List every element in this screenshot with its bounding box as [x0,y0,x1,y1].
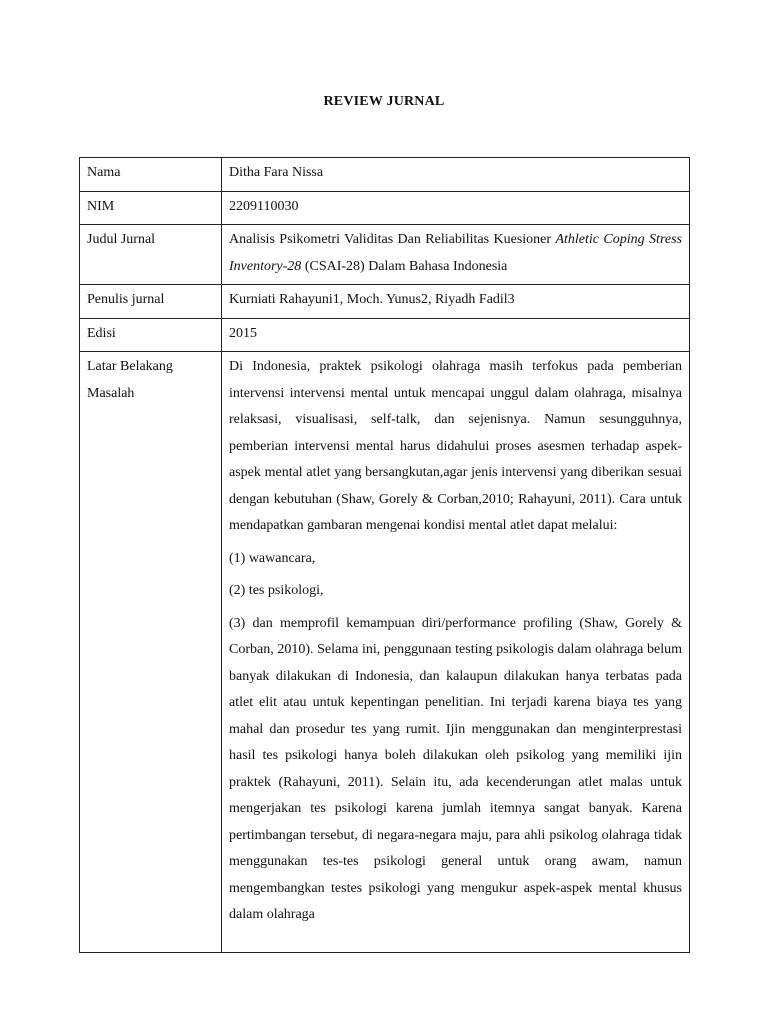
row-value: Kurniati Rahayuni1, Moch. Yunus2, Riyadh Fadil3 [222,285,690,319]
row-label: Nama [80,158,222,192]
latar-paragraph-2: (3) dan memprofil kemampuan diri/performance profiling (Shaw, Gorely & Corban, 2010). Selama ini, penggunaan testing psikologis dalam olahraga belum banyak dilakukan di Indonesia, dan kalaupun dilakukan hanya terbatas pada atlet elit atau untuk kepentingan penelitian. Ini terjadi karena biaya tes yang mahal dan prosedur tes yang rumit. Ijin menggunakan dan menginterprestasi hasil tes psikologi hanya boleh dilakukan oleh psikolog yang memiliki ijin praktek (Rahayuni, 2011). Selain itu, ada kecenderungan atlet malas untuk mengerjakan tes psikologi karena jumlah itemnya sangat banyak. Karena pertimbangan tersebut, di negara-negara maju, para ahli psikolog olahraga tidak menggunakan tes-tes psikologi general untuk orang awam, namun mengembangkan testes psikologi yang mengukur aspek-aspek mental khusus dalam olahraga [229,615,682,922]
table-row-nim [80,191,690,225]
table-row-edisi [80,318,690,352]
table-row-latar [80,352,690,953]
row-label: Edisi [80,318,222,352]
row-value-latar [222,352,690,953]
table-row-nama [80,158,690,192]
latar-content [229,354,682,948]
judul-text-italic: Athletic Coping Stress Inventory-28 [229,232,682,274]
row-value: Ditha Fara Nissa [222,158,690,192]
row-value: 2015 [222,318,690,352]
row-value-judul [222,225,690,285]
table-row-penulis [80,285,690,319]
page-title: REVIEW JURNAL [323,94,445,109]
row-value: 2209110030 [222,191,690,225]
latar-list-item-2: (2) tes psikologi, [229,583,324,598]
latar-label-line1: Latar Belakang [87,359,173,374]
row-label-latar [80,352,222,953]
latar-list-item-1: (1) wawancara, [229,550,316,566]
latar-paragraph-1: Di Indonesia, praktek psikologi olahraga masih terfokus pada pemberian intervensi intervensi mental untuk mencapai unggul dalam olahraga, misalnya relaksasi, visualisasi, self-talk, dan sejenisnya. Namun sesungguhnya, pemberian intervensi mental harus didahului proses asesmen terhadap aspek-aspek mental atlet yang bersangkutan,agar jenis intervensi yang diberikan sesuai dengan kebutuhan (Shaw, Gorely & Corban,2010; Rahayuni, 2011). Cara untuk mendapatkan gambaran mengenai kondisi mental atlet dapat melalui: [229,359,682,533]
table-row-judul [80,225,690,285]
row-label: NIM [80,191,222,225]
row-label: Penulis jurnal [80,285,222,319]
review-table [79,157,690,953]
latar-label-line2: Masalah [87,385,135,401]
judul-text-part2: (CSAI-28) Dalam Bahasa Indonesia [301,258,508,274]
row-label: Judul Jurnal [80,225,222,285]
judul-text-part1: Analisis Psikometri Validitas Dan Reliabilitas Kuesioner [229,232,556,247]
